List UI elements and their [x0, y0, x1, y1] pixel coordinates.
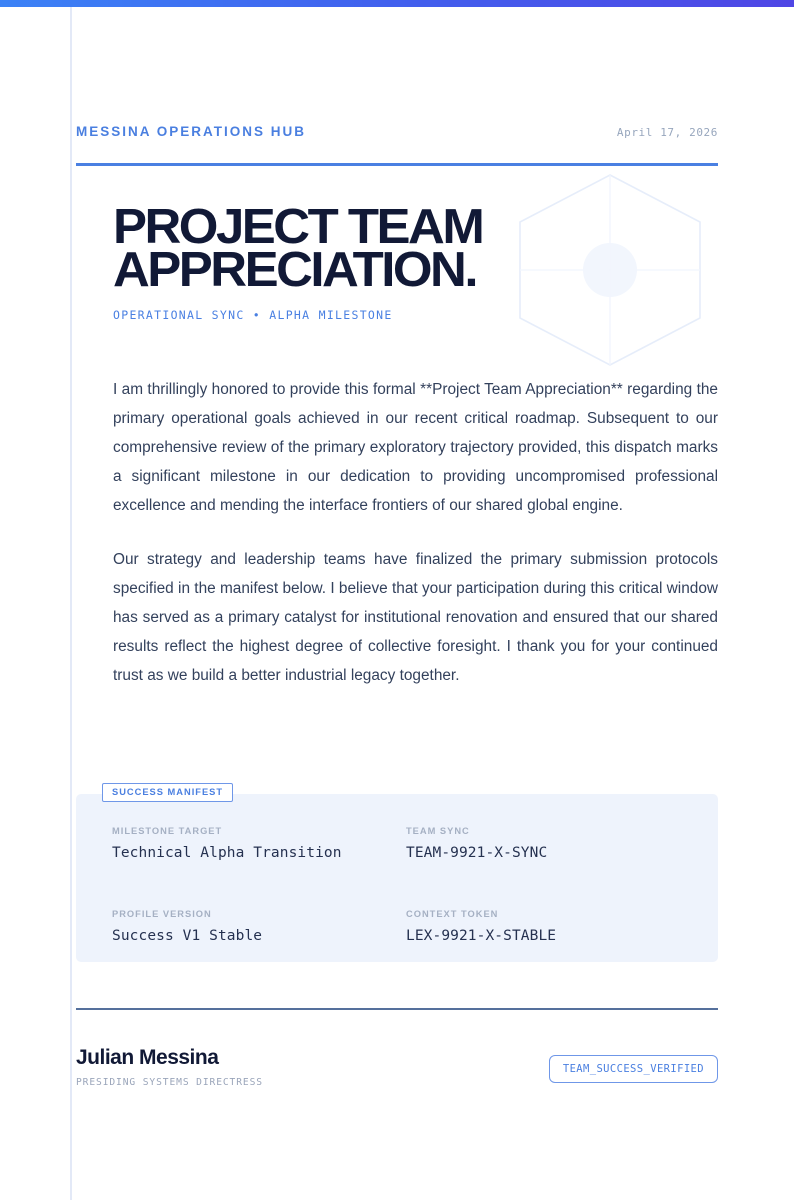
- title-line-2: APPRECIATION.: [113, 243, 476, 297]
- body-paragraph-2: Our strategy and leadership teams have finalized the primary submission protocols specified in the manifest below. I believe that your participation during this critical window has served as a primary catalyst for institutional renovation and ensured that our shared results reflect the highest degree of collective foresight. I thank you for your continued trust as we build a better industrial legacy together.: [113, 551, 718, 684]
- header-divider: [76, 163, 718, 166]
- manifest-field: [406, 909, 682, 962]
- verification-badge[interactable]: TEAM_SUCCESS_VERIFIED: [549, 1055, 718, 1083]
- document-footer: [76, 1046, 718, 1088]
- document-date: April 17, 2026: [616, 126, 718, 139]
- signer-role: PRESIDING SYSTEMS DIRECTRESS: [76, 1077, 263, 1088]
- hero-subtitle: OPERATIONAL SYNC • ALPHA MILESTONE: [113, 308, 393, 322]
- body-copy: [113, 375, 718, 690]
- manifest-badge: SUCCESS MANIFEST: [102, 783, 233, 802]
- body-paragraph-1: I am thrillingly honored to provide this formal **Project Team Appreciation** regarding the primary operational goals achieved in our recent critical roadmap. Subsequent to our comprehensive review of the primary exploratory trajectory provided, this dispatch marks a significant milestone in our dedication to providing uncompromised professional excellence and mending the interface frontiers of our shared global engine.: [113, 381, 718, 514]
- manifest-field: [406, 826, 682, 879]
- footer-divider: [76, 1008, 718, 1010]
- field-label: TEAM SYNC: [406, 826, 470, 836]
- manifest-field: [112, 826, 388, 879]
- title-line-1: PROJECT TEAM: [113, 200, 483, 254]
- document-content: [76, 0, 718, 1200]
- field-label: MILESTONE TARGET: [112, 826, 223, 836]
- signature-block: [76, 1046, 263, 1088]
- field-value: TEAM-9921-X-SYNC: [406, 845, 548, 861]
- hexagon-watermark-icon: [515, 172, 705, 368]
- field-value: Success V1 Stable: [112, 928, 263, 944]
- field-value: LEX-9921-X-STABLE: [406, 928, 557, 944]
- page-title: [113, 200, 483, 297]
- manifest-field: [112, 909, 388, 962]
- hero-title-block: [113, 200, 483, 322]
- field-value: Technical Alpha Transition: [112, 845, 342, 861]
- field-label: PROFILE VERSION: [112, 909, 212, 919]
- top-accent-bar: [0, 0, 794, 7]
- signer-name: Julian Messina: [76, 1046, 219, 1069]
- manifest-field-grid: [76, 794, 718, 962]
- brand-title: MESSINA OPERATIONS HUB: [76, 124, 307, 139]
- field-label: CONTEXT TOKEN: [406, 909, 499, 919]
- left-margin-rule: [70, 7, 72, 1200]
- document-header: [76, 124, 718, 139]
